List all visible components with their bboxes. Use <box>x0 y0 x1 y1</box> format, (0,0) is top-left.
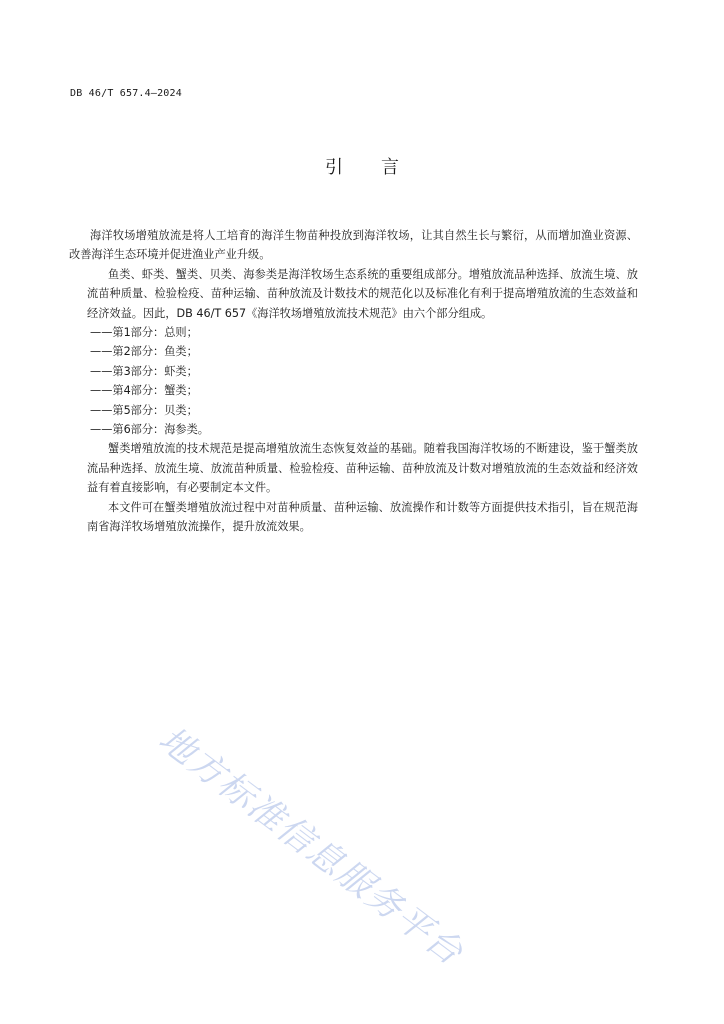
parts-list-item: ——第5部分：贝类； <box>90 403 198 417</box>
intro-paragraph-4: 本文件可在蟹类增殖放流过程中对苗种质量、苗种运输、放流操作和计数等方面提供技术指引，旨在规范海南省海洋牧场增殖放流操作，提升放流效果。 <box>87 500 638 534</box>
document-body <box>69 226 638 537</box>
intro-paragraph-1: 海洋牧场增殖放流是将人工培育的海洋生物苗种投放到海洋牧场，让其自然生长与繁衍，从而增加渔业资源、改善海洋生态环境并促进渔业产业升级。 <box>69 229 638 262</box>
intro-paragraph-2: 鱼类、虾类、蟹类、贝类、海参类是海洋牧场生态系统的重要组成部分。增殖放流品种选择、放流生境、放流苗种质量、检验检疫、苗种运输、苗种放流及计数技术的规范化以及标准化有利于提高增殖放流的生态效益和经济效益。因此，DB 46/T 657《海洋牧场增殖放流技术规范》由六个部分组成。 <box>87 267 638 320</box>
parts-list-item: ——第4部分：蟹类； <box>90 384 198 398</box>
parts-list-item: ——第3部分：虾类； <box>90 364 198 378</box>
document-code: DB 46/T 657.4—2024 <box>70 88 182 99</box>
intro-paragraph-3: 蟹类增殖放流的技术规范是提高增殖放流生态恢复效益的基础。随着我国海洋牧场的不断建设，鉴于蟹类放流品种选择、放流生境、放流苗种质量、检验检疫、苗种运输、苗种放流及计数对增殖放流的生态效益和经济效益有着直接影响，有必要制定本文件。 <box>87 442 638 495</box>
section-title: 引言 <box>325 157 437 178</box>
parts-list-item: ——第6部分：海参类。 <box>90 423 209 437</box>
parts-list-item: ——第1部分：总则； <box>90 326 198 340</box>
parts-list-item: ——第2部分：鱼类； <box>90 345 198 359</box>
watermark: 地方标准信息服务平台 <box>151 719 471 975</box>
parts-list <box>87 323 638 439</box>
